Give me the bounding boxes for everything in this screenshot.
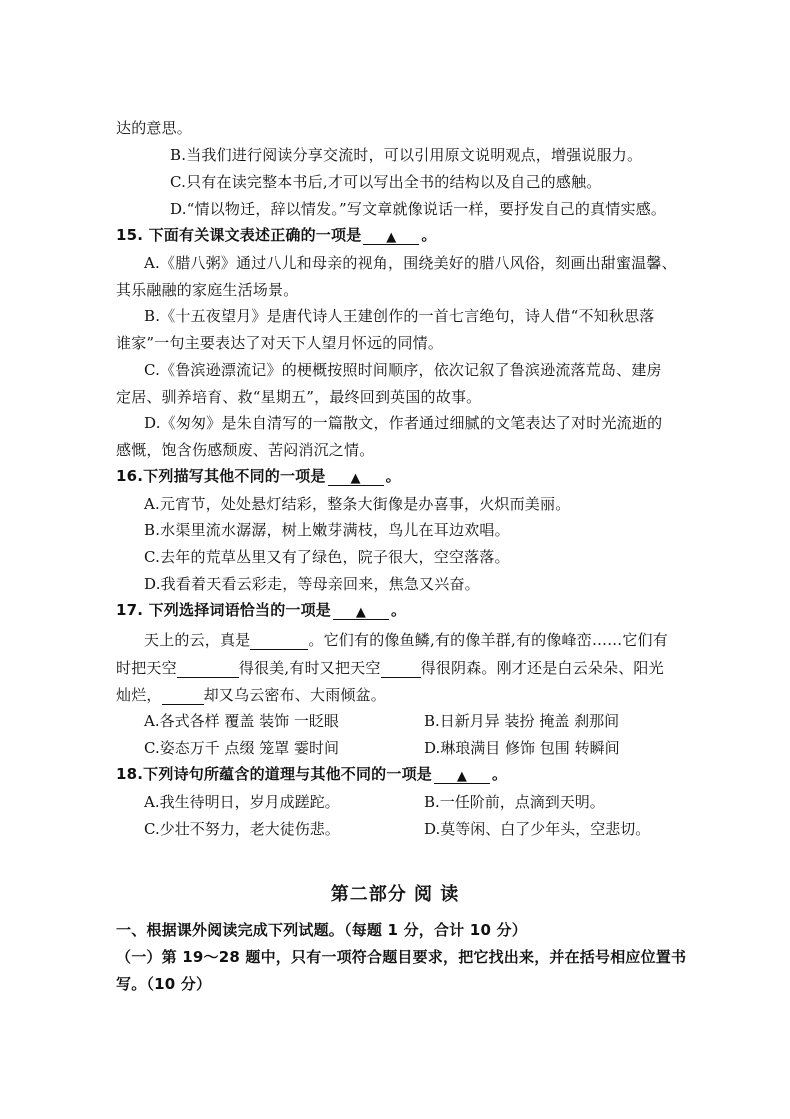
q17-passage-line1: 天上的云，真是 。它们有的像鱼鳞,有的像羊群,有的像峰峦……它们有 — [144, 631, 668, 649]
answer-blank — [333, 601, 389, 620]
q14-option-b: B.当我们进行阅读分享交流时，可以引用原文说明观点，增强说服力。 — [170, 146, 643, 164]
q15-stem: 15. 下面有关课文表述正确的一项是 ▲ 。 — [116, 225, 437, 245]
q15-option-d-line1: D.《匆匆》是朱自清写的一篇散文，作者通过细腻的文笔表达了对时光流逝的 — [144, 414, 663, 432]
q15-option-d-line2: 感慨，饱含伤感颓废、苦闷消沉之情。 — [116, 441, 375, 459]
answer-blank — [434, 765, 490, 784]
fill-blank-3 — [381, 661, 421, 678]
fill-blank-2 — [177, 661, 239, 678]
q16-option-d: D.我看着天看云彩走，等母亲回来，焦急又兴奋。 — [144, 575, 480, 593]
triangle-icon: ▲ — [456, 769, 468, 784]
q15-option-b-line1: B.《十五夜望月》是唐代诗人王建创作的一首七言绝句，诗人借“不知秋思落 — [144, 307, 655, 325]
q16-stem: 16.下列描写其他不同的一项是 ▲ 。 — [116, 466, 401, 486]
section1-heading: 一、根据课外阅读完成下列试题。（每题 1 分，合计 10 分） — [116, 921, 527, 939]
q15-option-a-line1: A.《腊八粥》通过八儿和母亲的视角，围绕美好的腊八风俗，刻画出甜蜜温馨、 — [144, 254, 677, 272]
q18-option-c: C.少壮不努力，老大徒伤悲。 — [144, 820, 340, 838]
q17-passage-line2: 时把天空 得很美,有时又把天空 得很阴森。刚才还是白云朵朵、阳光 — [116, 659, 664, 677]
fill-blank-1 — [250, 633, 308, 650]
q16-option-a: A.元宵节，处处悬灯结彩，整条大街像是办喜事，火炽而美丽。 — [144, 495, 571, 513]
subsection1-line2: 写。（10 分） — [116, 975, 212, 993]
q17-option-a: A.各式各样 覆盖 装饰 一眨眼 — [144, 712, 339, 730]
q15-option-a-line2: 其乐融融的家庭生活场景。 — [116, 281, 299, 299]
part2-title: 第二部分 阅 读 — [330, 884, 460, 905]
answer-blank — [363, 226, 419, 245]
q18-option-a: A.我生待明日，岁月成蹉跎。 — [144, 793, 340, 811]
q17-option-b: B.日新月异 装扮 掩盖 刹那间 — [424, 712, 620, 730]
q18-option-b: B.一任阶前，点滴到天明。 — [424, 793, 605, 811]
q17-stem: 17. 下列选择词语恰当的一项是 ▲ 。 — [116, 600, 406, 620]
q15-option-b-line2: 谁家”一句主要表达了对天下人望月怀远的同情。 — [116, 334, 444, 352]
q14-option-c: C.只有在读完整本书后,才可以写出全书的结构以及自己的感触。 — [170, 173, 602, 191]
answer-blank — [328, 467, 384, 486]
triangle-icon: ▲ — [386, 230, 397, 245]
fill-blank-4 — [162, 688, 204, 705]
triangle-icon: ▲ — [355, 605, 367, 620]
q15-option-c-line2: 定居、驯养培育、救“星期五”，最终回到英国的故事。 — [116, 388, 482, 406]
q17-option-d: D.琳琅满目 修饰 包围 转瞬间 — [424, 739, 620, 757]
q17-option-c: C.姿态万千 点缀 笼罩 霎时间 — [144, 739, 340, 757]
q18-option-d: D.莫等闲、白了少年头，空悲切。 — [424, 820, 651, 838]
q18-stem: 18.下列诗句所蕴含的道理与其他不同的一项是 ▲ 。 — [116, 764, 507, 784]
q16-option-c: C.去年的荒草丛里又有了绿色，院子很大，空空落落。 — [144, 548, 510, 566]
q17-passage-line3: 灿烂， 却又乌云密布、大雨倾盆。 — [116, 686, 387, 704]
q16-option-b: B.水渠里流水潺潺，树上嫩芽满枝，鸟儿在耳边欢唱。 — [144, 521, 510, 539]
subsection1-line1: （一）第 19～28 题中，只有一项符合题目要求，把它找出来，并在括号相应位置书 — [116, 948, 687, 966]
q14-continuation: 达的意思。 — [116, 119, 193, 137]
triangle-icon: ▲ — [350, 471, 361, 486]
q14-option-d: D.“情以物迁，辞以情发。”写文章就像说话一样，要抒发自己的真情实感。 — [170, 200, 667, 218]
q15-option-c-line1: C.《鲁滨逊漂流记》的梗概按照时间顺序，依次记叙了鲁滨逊流落荒岛、建房 — [144, 361, 662, 379]
